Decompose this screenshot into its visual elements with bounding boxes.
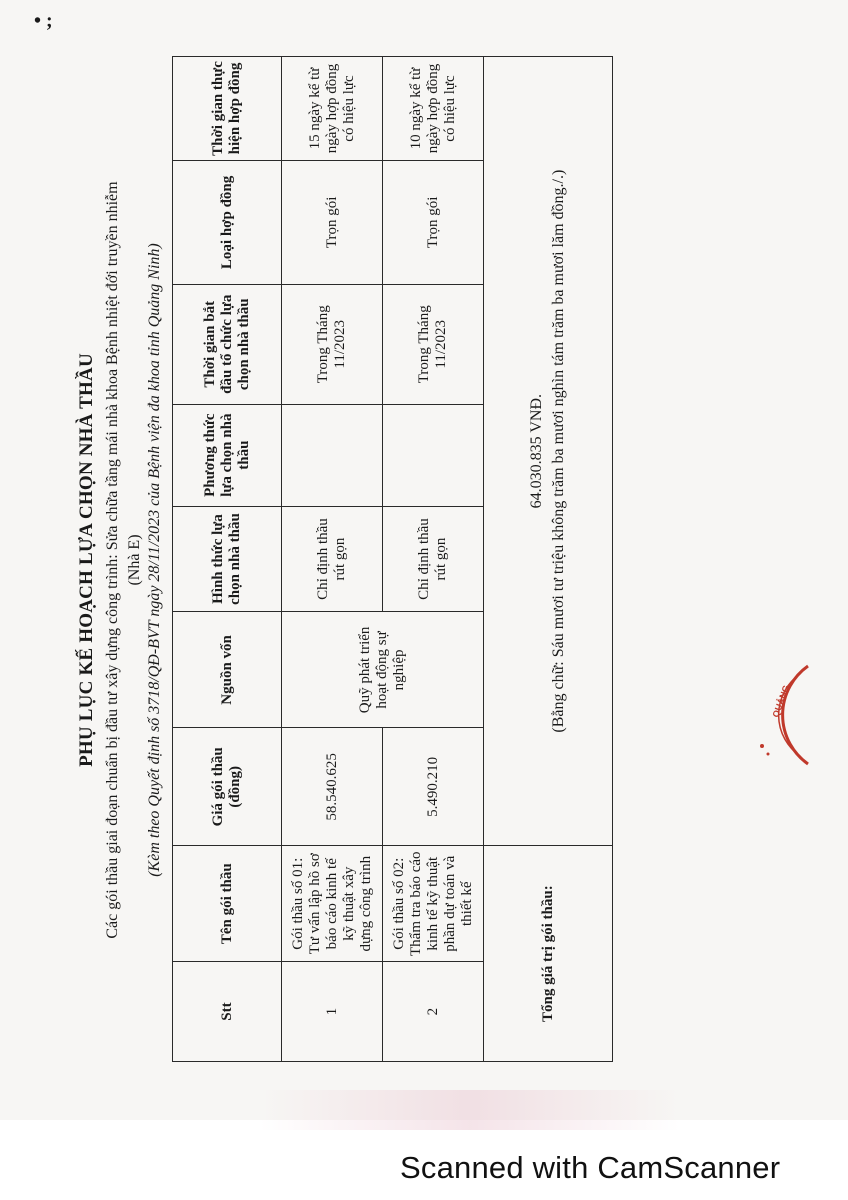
svg-text:QUẢNG: QUẢNG <box>770 683 792 719</box>
header-contract-type: Loại hợp đồng <box>173 160 282 284</box>
row-contract-type: Trọn gói <box>282 160 383 284</box>
total-cell <box>484 57 613 846</box>
red-stamp-seal <box>748 660 818 770</box>
total-in-words: (Bằng chữ: Sáu mươi tư triệu không trăm ba mươi nghìn tám trăm ba mươi lăm đồng./.) <box>550 169 567 733</box>
row-start-time: Trong Tháng 11/2023 <box>383 284 484 404</box>
header-selection-form: Hình thức lựa chọn nhà thầu <box>173 506 282 612</box>
header-package-price: Giá gói thầu (đồng) <box>173 728 282 846</box>
table-row <box>383 57 484 1062</box>
header-start-time: Thời gian bắt đầu tổ chức lựa chọn nhà thầu <box>173 284 282 404</box>
document-subtitle: Các gói thầu giai đoạn chuẩn bị đầu tư xây dựng công trình: Sửa chữa tầng mái nhà khoa Bệnh nhiệt đới truyền nhiễm <box>104 181 121 939</box>
header-selection-method: Phương thức lựa chọn nhà thầu <box>173 404 282 506</box>
row-package-price: 58.540.625 <box>282 728 383 846</box>
row-selection-method <box>383 404 484 506</box>
row-stt: 1 <box>282 962 383 1062</box>
row-funding-source: Quỹ phát triển hoạt động sự nghiệp <box>282 612 484 728</box>
header-package-name: Tên gói thầu <box>173 846 282 962</box>
row-contract-duration: 10 ngày kể từ ngày hợp đồng có hiệu lực <box>383 57 484 161</box>
header-contract-duration: Thời gian thực hiện hợp đồng <box>173 57 282 161</box>
row-package-name: Gói thầu số 02: Thẩm tra báo cáo kinh tế kỹ thuật phần dự toán và thiết kế <box>383 846 484 962</box>
document-subtitle-building: (Nhà E) <box>126 534 143 586</box>
row-contract-type: Trọn gói <box>383 160 484 284</box>
total-row <box>484 57 613 1062</box>
row-selection-method <box>282 404 383 506</box>
header-stt: Stt <box>173 962 282 1062</box>
scan-stain <box>260 1090 680 1130</box>
total-value: 64.030.835 VNĐ. <box>528 393 545 509</box>
bidding-plan-table <box>172 56 613 1062</box>
row-stt: 2 <box>383 962 484 1062</box>
table-row <box>282 57 383 1062</box>
total-label: Tổng giá trị gói thầu: <box>484 846 613 1062</box>
table-header-row <box>173 57 282 1062</box>
row-selection-form: Chỉ định thầu rút gọn <box>282 506 383 612</box>
row-start-time: Trong Tháng 11/2023 <box>282 284 383 404</box>
camscanner-footer: Scanned with CamScanner <box>400 1150 781 1185</box>
row-selection-form: Chỉ định thầu rút gọn <box>383 506 484 612</box>
document-title: PHỤ LỤC KẾ HOẠCH LỰA CHỌN NHÀ THẦU <box>76 353 97 767</box>
document-body <box>68 60 648 1060</box>
row-contract-duration: 15 ngày kể từ ngày hợp đồng có hiệu lực <box>282 57 383 161</box>
header-funding-source: Nguồn vốn <box>173 612 282 728</box>
row-package-name: Gói thầu số 01: Tư vấn lập hồ sơ báo cáo kinh tế kỹ thuật xây dựng công trình <box>282 846 383 962</box>
scan-marks: • ; <box>34 10 53 32</box>
row-package-price: 5.490.210 <box>383 728 484 846</box>
decision-reference: (Kèm theo Quyết định số 3718/QĐ-BVT ngày 28/11/2023 của Bệnh viện đa khoa tỉnh Quảng Ninh) <box>146 243 163 877</box>
